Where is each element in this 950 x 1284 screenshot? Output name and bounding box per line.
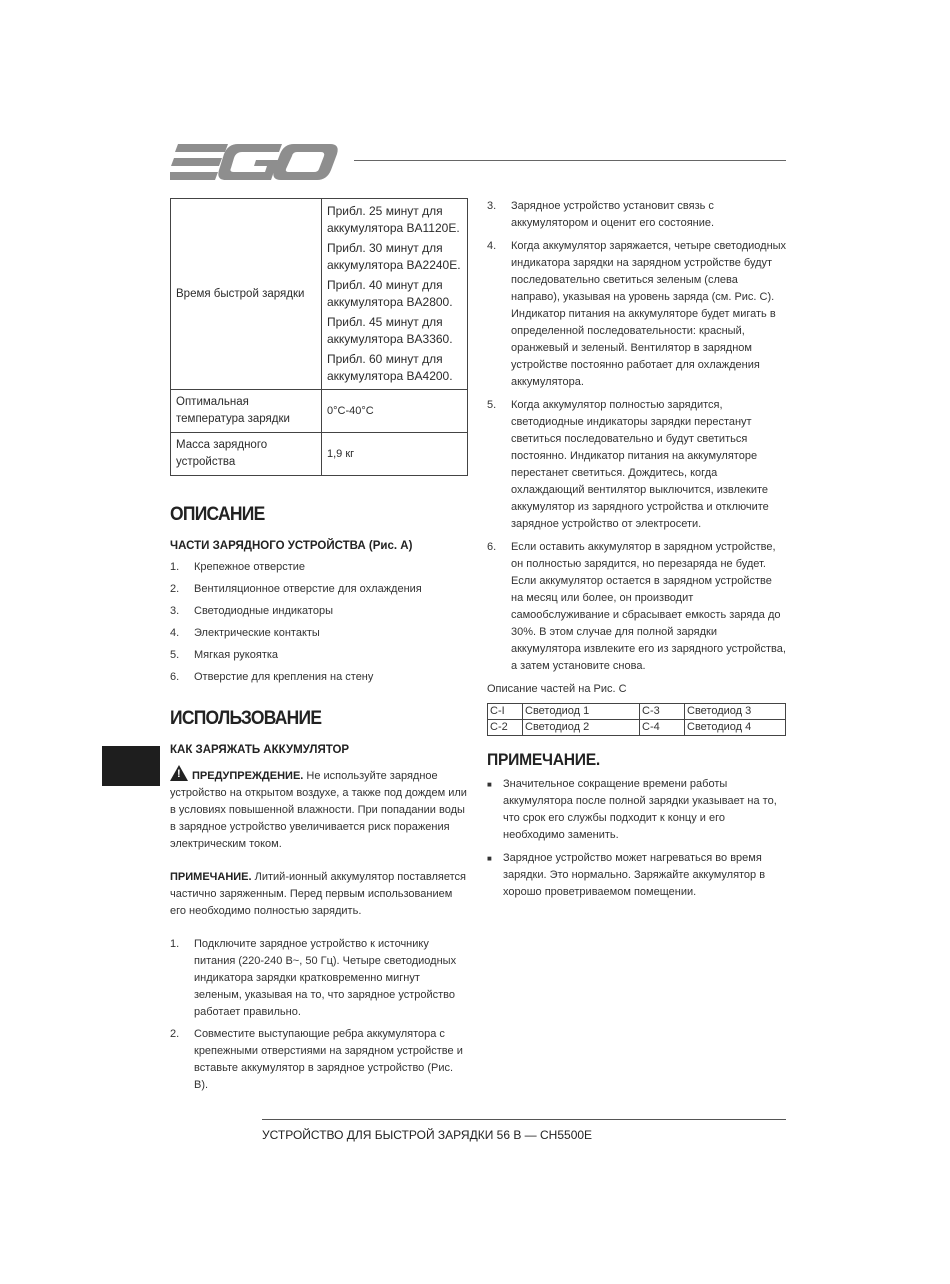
spec-value [322, 199, 468, 390]
bullet-icon: ■ [487, 780, 492, 789]
spec-value-line: Прибл. 30 минут для аккумулятора BA2240E. [327, 241, 461, 272]
ego-logo [170, 142, 340, 182]
spec-value: 0°C-40°C [322, 390, 468, 433]
list-item: 2. Совместите выступающие ребра аккумулятора с крепежными отверстиями на зарядном устройстве и вставьте аккумулятор в зарядное устройство (Рис. В). [170, 1028, 463, 1091]
spec-value-line: Прибл. 25 минут для аккумулятора BA1120E. [327, 204, 460, 235]
table-cell: Светодиод 2 [523, 720, 640, 736]
table-cell: C-3 [640, 704, 685, 720]
list-item: 1. Крепежное отверстие [170, 561, 305, 573]
warning-icon: ! [170, 765, 188, 781]
spec-label: Масса зарядного устройства [171, 433, 322, 476]
header-rule [354, 160, 786, 161]
footer-title: УСТРОЙСТВО ДЛЯ БЫСТРОЙ ЗАРЯДКИ 56 В — CH5500E [262, 1128, 593, 1142]
spec-value-line: Прибл. 40 минут для аккумулятора BA2800. [327, 278, 453, 309]
description-heading: ОПИСАНИЕ [170, 504, 265, 525]
charging-steps-continued [487, 198, 787, 675]
spec-value-line: Прибл. 60 минут для аккумулятора BA4200. [327, 352, 453, 383]
section-tab-marker [102, 746, 160, 786]
note-paragraph [170, 869, 468, 920]
bullet-icon: ■ [487, 854, 492, 863]
usage-subheading: КАК ЗАРЯЖАТЬ АККУМУЛЯТОР [170, 744, 350, 756]
warning-label: ПРЕДУПРЕЖДЕНИЕ. [192, 770, 304, 782]
warning-paragraph [170, 765, 468, 853]
left-column [170, 198, 468, 1094]
list-item: ■ Значительное сокращение времени работы аккумулятора после полной зарядки указывает на то, что срок его службы подходит к концу и его необходимо заменить. [487, 778, 777, 841]
table-cell: C-2 [488, 720, 523, 736]
list-item: 6. Отверстие для крепления на стену [170, 671, 374, 683]
right-column [487, 198, 787, 901]
spec-row-temperature [171, 390, 468, 433]
parts-c-caption: Описание частей на Рис. С [487, 683, 627, 695]
spec-row-charge-time [171, 199, 468, 390]
description-subheading: ЧАСТИ ЗАРЯДНОГО УСТРОЙСТВА (Рис. А) [170, 540, 413, 552]
list-item: 3. Светодиодные индикаторы [170, 605, 333, 617]
notes-heading: ПРИМЕЧАНИЕ. [487, 750, 600, 769]
list-item: 5. Когда аккумулятор полностью зарядится, светодиодные индикаторы зарядки перестанут светиться последовательно и будут светиться постоянно. Индикатор питания на аккумуляторе перестанет светиться. Дождитесь, когда охлаждающий вентилятор выключится, извлеките аккумулятор из зарядного устройства и отключите зарядное устройство от электросети. [487, 399, 769, 530]
footer-rule [262, 1119, 786, 1120]
list-item: ■ Зарядное устройство может нагреваться во время зарядки. Это нормально. Заряжайте аккумулятор в хорошо проветриваемом помещении. [487, 852, 766, 898]
note-label: ПРИМЕЧАНИЕ. [170, 871, 252, 883]
list-item: 4. Электрические контакты [170, 627, 320, 639]
spec-label: Время быстрой зарядки [171, 199, 322, 390]
list-item: 5. Мягкая рукоятка [170, 649, 279, 661]
warning-text: Не используйте зарядное устройство на открытом воздухе, а также под дождем или в условиях повышенной влажности. При попадании воды в зарядное устройство увеличивается риск поражения электрическим током. [170, 770, 467, 850]
list-item: 3. Зарядное устройство установит связь с аккумулятором и оценит его состояние. [487, 200, 715, 229]
notes-list [487, 776, 787, 901]
table-row [488, 704, 786, 720]
table-cell: Светодиод 1 [523, 704, 640, 720]
parts-c-table [487, 703, 786, 736]
table-cell: Светодиод 3 [685, 704, 786, 720]
list-item: 4. Когда аккумулятор заряжается, четыре светодиодных индикатора зарядки на зарядном устройстве будут последовательно светиться зеленым (слева направо), указывая на уровень заряда (см. Рис. С). Индикатор питания на аккумуляторе будет мигать в определенной последовательности: красный, оранжевый и зеленый. Вентилятор в зарядном устройстве постоянно работает для охлаждения аккумулятора. [487, 240, 787, 388]
spec-value-line: Прибл. 45 минут для аккумулятора BA3360. [327, 315, 453, 346]
list-item: 2. Вентиляционное отверстие для охлаждения [170, 583, 422, 595]
spec-row-weight [171, 433, 468, 476]
table-cell: Светодиод 4 [685, 720, 786, 736]
spec-value: 1,9 кг [322, 433, 468, 476]
charging-steps [170, 936, 468, 1094]
list-item: 1. Подключите зарядное устройство к источнику питания (220-240 В~, 50 Гц). Четыре светодиодных индикатора зарядки кратковременно мигнут зеленым, указывая на то, что зарядное устройство работает правильно. [170, 938, 457, 1018]
parts-list [170, 559, 468, 686]
usage-heading: ИСПОЛЬЗОВАНИЕ [170, 708, 322, 729]
spec-label: Оптимальная температура зарядки [171, 390, 322, 433]
table-cell: C-4 [640, 720, 685, 736]
spec-table [170, 198, 468, 476]
table-row [488, 720, 786, 736]
list-item: 6. Если оставить аккумулятор в зарядном устройстве, он полностью зарядится, но перезаряда не будет. Если аккумулятор остается в зарядном устройстве на месяц или более, он производит самообслуживание и сбрасывает емкость заряда до 30%. В этом случае для полной зарядки аккумулятора извлеките его из зарядного устройства, а затем установите снова. [487, 541, 786, 672]
table-cell: C-I [488, 704, 523, 720]
note-text: Литий-ионный аккумулятор поставляется частично заряженным. Перед первым использованием его необходимо полностью зарядить. [170, 871, 466, 917]
